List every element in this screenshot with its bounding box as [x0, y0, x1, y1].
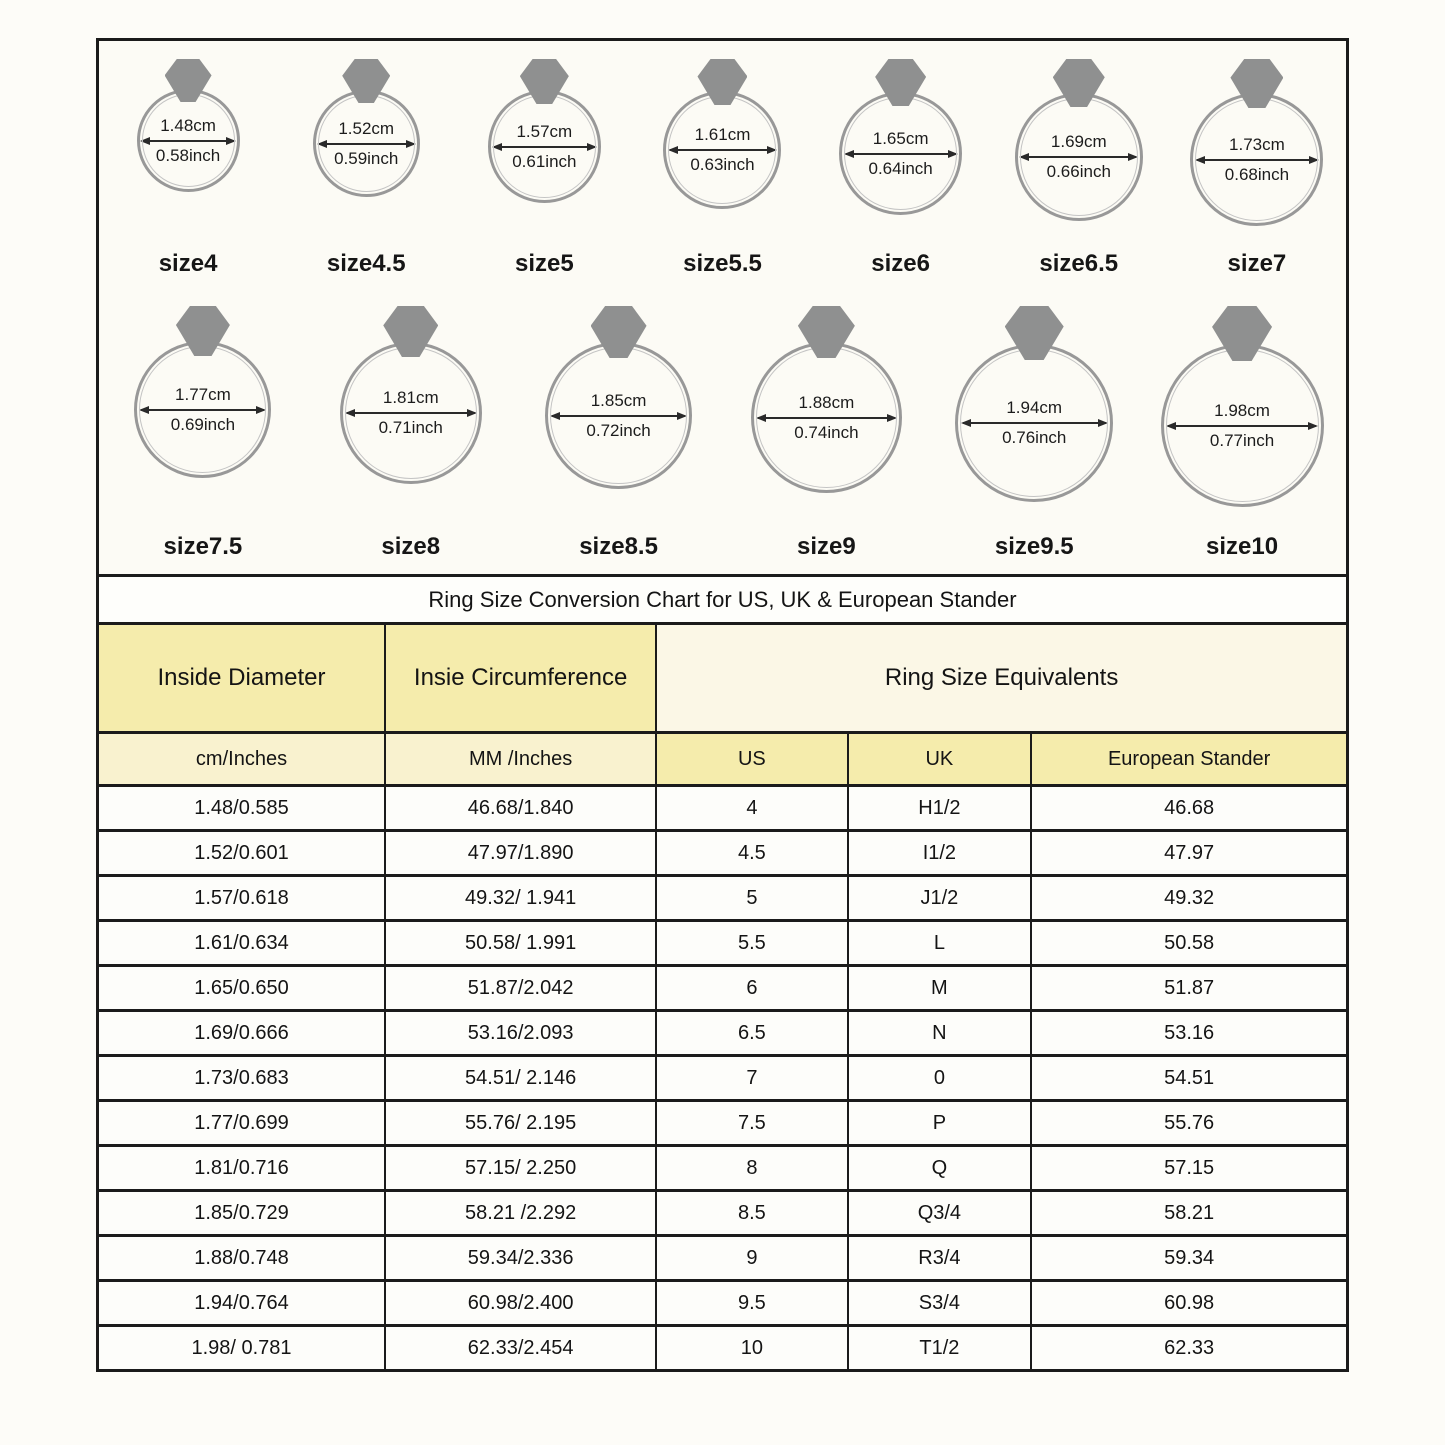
cell-inside-diameter: 1.98/ 0.781 [98, 1326, 386, 1371]
diameter-cm-label: 1.98cm [1214, 400, 1270, 420]
diameter-arrow-icon [670, 149, 775, 151]
diameter-inch-label: 0.68inch [1224, 164, 1290, 184]
header-ring-size-equivalents: Ring Size Equivalents [656, 624, 1347, 733]
cell-inside-diameter: 1.65/0.650 [98, 966, 386, 1011]
table-row [98, 921, 1348, 966]
ring-circle [340, 342, 482, 484]
ring-circle [663, 91, 781, 209]
diameter-cm-label: 1.73cm [1229, 134, 1285, 154]
table-title-row [98, 576, 1348, 624]
diameter-arrow-icon [347, 412, 475, 414]
ring-diagram [722, 306, 930, 573]
ring-size-label: size5 [514, 250, 574, 277]
cell-uk-size: T1/2 [848, 1326, 1032, 1371]
ring-diagram-row-1 [99, 41, 1346, 290]
ring-size-label: size6.5 [1039, 250, 1119, 277]
ring-diagram [455, 59, 633, 290]
table-row [98, 1011, 1348, 1056]
cell-uk-size: M [848, 966, 1032, 1011]
cell-us-size: 6.5 [656, 1011, 847, 1056]
diameter-arrow-icon [142, 140, 233, 142]
cell-european-size: 46.68 [1031, 786, 1347, 831]
cell-uk-size: J1/2 [848, 876, 1032, 921]
diameter-cm-label: 1.77cm [175, 384, 231, 404]
diameter-cm-label: 1.81cm [382, 388, 439, 408]
ring-circle [955, 344, 1113, 502]
diameter-inch-label: 0.58inch [155, 145, 221, 165]
cell-european-size: 58.21 [1031, 1191, 1347, 1236]
cell-us-size: 8 [656, 1146, 847, 1191]
cell-european-size: 47.97 [1031, 831, 1347, 876]
cell-us-size: 8.5 [656, 1191, 847, 1236]
diameter-cm-label: 1.94cm [1006, 398, 1063, 418]
cell-inside-diameter: 1.77/0.699 [98, 1101, 386, 1146]
diameter-cm-label: 1.88cm [798, 392, 855, 412]
diameter-cm-label: 1.48cm [160, 115, 216, 135]
cell-us-size: 9.5 [656, 1281, 847, 1326]
cell-inside-circumference: 55.76/ 2.195 [385, 1101, 656, 1146]
cell-european-size: 55.76 [1031, 1101, 1347, 1146]
cell-uk-size: P [848, 1101, 1032, 1146]
diameter-inch-label: 0.61inch [512, 151, 577, 171]
diameter-inch-label: 0.77inch [1209, 430, 1275, 450]
diameter-cm-label: 1.61cm [694, 125, 751, 145]
cell-european-size: 54.51 [1031, 1056, 1347, 1101]
conversion-table-body [98, 786, 1348, 1371]
ring-size-label: size8.5 [579, 533, 658, 560]
ring-diagram [990, 59, 1168, 290]
diameter-arrow-icon [494, 146, 595, 148]
ring-diagram [99, 306, 307, 573]
diameter-arrow-icon [1168, 425, 1316, 427]
subheader-mm-inches: MM /Inches [385, 733, 656, 786]
ring-circle [1161, 344, 1324, 507]
table-row [98, 1281, 1348, 1326]
cell-inside-diameter: 1.85/0.729 [98, 1191, 386, 1236]
diameter-inch-label: 0.74inch [794, 422, 859, 442]
ring-circle [545, 342, 692, 489]
diameter-cm-label: 1.65cm [872, 128, 929, 148]
table-row [98, 1101, 1348, 1146]
table-row [98, 876, 1348, 921]
cell-inside-diameter: 1.48/0.585 [98, 786, 386, 831]
cell-european-size: 59.34 [1031, 1236, 1347, 1281]
diameter-arrow-icon [319, 143, 414, 145]
table-row [98, 831, 1348, 876]
diameter-cm-label: 1.52cm [338, 118, 395, 138]
ring-diagram [930, 306, 1138, 573]
ring-size-diagram-box [96, 38, 1349, 577]
table-row [98, 1056, 1348, 1101]
cell-us-size: 4.5 [656, 831, 847, 876]
diameter-inch-label: 0.71inch [378, 418, 443, 437]
ring-size-label: size9.5 [994, 533, 1074, 560]
subheader-us: US [656, 733, 847, 786]
diameter-cm-label: 1.85cm [590, 390, 647, 410]
ring-size-label: size7 [1227, 250, 1287, 277]
cell-inside-diameter: 1.57/0.618 [98, 876, 386, 921]
ring-diagram [1138, 306, 1346, 573]
cell-us-size: 6 [656, 966, 847, 1011]
subheader-cm-inches: cm/Inches [98, 733, 386, 786]
subheader-european-stander: European Stander [1031, 733, 1347, 786]
cell-uk-size: N [848, 1011, 1032, 1056]
ring-diagram [277, 59, 455, 290]
ring-size-label: size10 [1206, 533, 1279, 560]
cell-inside-circumference: 49.32/ 1.941 [385, 876, 656, 921]
diameter-arrow-icon [758, 417, 894, 419]
cell-uk-size: R3/4 [848, 1236, 1032, 1281]
ring-diagram [812, 59, 990, 290]
table-row [98, 1191, 1348, 1236]
diameter-cm-label: 1.57cm [516, 121, 573, 141]
cell-inside-diameter: 1.52/0.601 [98, 831, 386, 876]
cell-inside-circumference: 50.58/ 1.991 [385, 921, 656, 966]
ring-diagram [99, 59, 277, 290]
cell-uk-size: Q3/4 [848, 1191, 1032, 1236]
diameter-arrow-icon [1197, 159, 1316, 161]
cell-inside-circumference: 59.34/2.336 [385, 1236, 656, 1281]
diameter-arrow-icon [1021, 156, 1136, 158]
diameter-inch-label: 0.66inch [1046, 162, 1111, 181]
cell-european-size: 51.87 [1031, 966, 1347, 1011]
cell-inside-diameter: 1.81/0.716 [98, 1146, 386, 1191]
cell-us-size: 9 [656, 1236, 847, 1281]
ring-circle [137, 89, 240, 192]
header-inside-diameter: Inside Diameter [98, 624, 386, 733]
diameter-arrow-icon [963, 422, 1106, 424]
cell-us-size: 7 [656, 1056, 847, 1101]
ring-circle [488, 90, 601, 203]
cell-us-size: 7.5 [656, 1101, 847, 1146]
ring-circle [313, 90, 420, 197]
cell-us-size: 4 [656, 786, 847, 831]
diameter-inch-label: 0.63inch [690, 155, 755, 174]
ring-size-label: size5.5 [683, 250, 762, 277]
cell-uk-size: 0 [848, 1056, 1032, 1101]
ring-circle [839, 92, 962, 215]
ring-circle [751, 342, 902, 493]
diameter-inch-label: 0.69inch [170, 414, 236, 434]
cell-uk-size: S3/4 [848, 1281, 1032, 1326]
table-header-row [98, 624, 1348, 733]
cell-uk-size: L [848, 921, 1032, 966]
diameter-arrow-icon [846, 153, 956, 155]
cell-uk-size: Q [848, 1146, 1032, 1191]
cell-inside-diameter: 1.88/0.748 [98, 1236, 386, 1281]
cell-inside-circumference: 60.98/2.400 [385, 1281, 656, 1326]
ring-size-conversion-table [96, 574, 1349, 1372]
diameter-arrow-icon [552, 415, 685, 417]
table-row [98, 1236, 1348, 1281]
ring-size-label: size6 [871, 250, 930, 277]
cell-inside-circumference: 58.21 /2.292 [385, 1191, 656, 1236]
cell-inside-diameter: 1.69/0.666 [98, 1011, 386, 1056]
table-row [98, 1326, 1348, 1371]
table-subheader-row [98, 733, 1348, 786]
cell-inside-circumference: 51.87/2.042 [385, 966, 656, 1011]
cell-us-size: 5 [656, 876, 847, 921]
cell-inside-circumference: 53.16/2.093 [385, 1011, 656, 1056]
ring-size-label: size9 [797, 533, 856, 560]
cell-european-size: 60.98 [1031, 1281, 1347, 1326]
ring-diagram [307, 306, 515, 573]
cell-inside-circumference: 54.51/ 2.146 [385, 1056, 656, 1101]
cell-us-size: 10 [656, 1326, 847, 1371]
diameter-inch-label: 0.59inch [334, 148, 399, 168]
ring-size-label: size7.5 [163, 533, 243, 560]
cell-european-size: 53.16 [1031, 1011, 1347, 1056]
ring-diagram-row-2 [99, 290, 1346, 573]
table-row [98, 1146, 1348, 1191]
header-inside-circumference: Insie Circumference [385, 624, 656, 733]
cell-inside-diameter: 1.61/0.634 [98, 921, 386, 966]
diameter-cm-label: 1.69cm [1050, 132, 1107, 152]
ring-circle [1015, 93, 1143, 221]
cell-inside-circumference: 57.15/ 2.250 [385, 1146, 656, 1191]
ring-circle [134, 341, 271, 478]
cell-uk-size: H1/2 [848, 786, 1032, 831]
ring-diagram [633, 59, 811, 290]
cell-inside-diameter: 1.94/0.764 [98, 1281, 386, 1326]
ring-size-label: size8 [381, 533, 441, 560]
ring-circle [1190, 93, 1323, 226]
cell-european-size: 62.33 [1031, 1326, 1347, 1371]
ring-diagram [515, 306, 723, 573]
table-row [98, 966, 1348, 1011]
cell-inside-circumference: 47.97/1.890 [385, 831, 656, 876]
cell-european-size: 49.32 [1031, 876, 1347, 921]
diameter-inch-label: 0.72inch [586, 420, 651, 440]
cell-european-size: 50.58 [1031, 921, 1347, 966]
diameter-inch-label: 0.64inch [868, 158, 933, 178]
ring-size-label: size4 [158, 250, 218, 277]
subheader-uk: UK [848, 733, 1032, 786]
diameter-inch-label: 0.76inch [1002, 428, 1067, 447]
ring-diagram [1168, 59, 1346, 290]
cell-inside-circumference: 62.33/2.454 [385, 1326, 656, 1371]
diameter-arrow-icon [141, 409, 264, 411]
cell-us-size: 5.5 [656, 921, 847, 966]
table-title: Ring Size Conversion Chart for US, UK & European Stander [98, 576, 1348, 624]
cell-uk-size: I1/2 [848, 831, 1032, 876]
cell-european-size: 57.15 [1031, 1146, 1347, 1191]
ring-size-label: size4.5 [326, 250, 406, 277]
cell-inside-circumference: 46.68/1.840 [385, 786, 656, 831]
table-row [98, 786, 1348, 831]
cell-inside-diameter: 1.73/0.683 [98, 1056, 386, 1101]
